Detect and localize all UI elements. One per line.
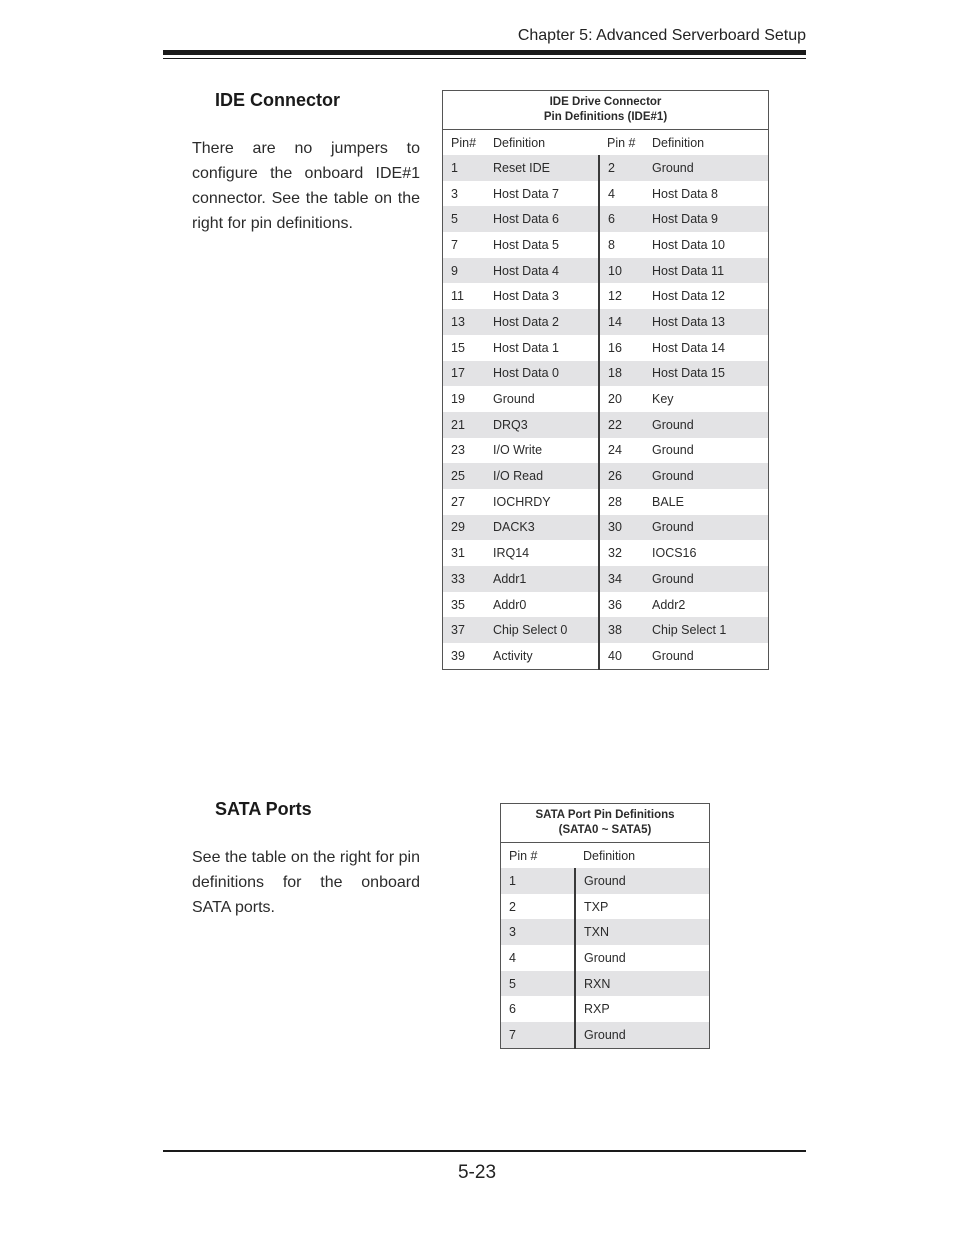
- table-row: [501, 894, 710, 920]
- pin-number-cell: 9: [443, 258, 486, 284]
- pin-definition-cell: Ground: [575, 868, 710, 894]
- pin-number-cell: 1: [501, 868, 576, 894]
- table-row: [443, 463, 769, 489]
- page-header-title: Chapter 5: Advanced Serverboard Setup: [517, 27, 806, 44]
- pin-definition-cell: DACK3: [485, 515, 599, 541]
- pin-definition-cell: Host Data 6: [485, 206, 599, 232]
- table-row: [501, 996, 710, 1022]
- pin-number-cell: 21: [443, 412, 486, 438]
- table-row: [443, 592, 769, 618]
- pin-definition-cell: Ground: [644, 412, 769, 438]
- pin-definition-cell: Activity: [485, 643, 599, 669]
- pin-number-cell: 2: [599, 155, 644, 181]
- pin-definition-cell: Ground: [584, 950, 626, 965]
- pin-definition-cell: Chip Select 1: [644, 617, 769, 643]
- pin-definition-cell: Host Data 15: [644, 361, 769, 387]
- pin-definition-cell: Key: [652, 392, 674, 407]
- pin-definition-cell: Ground: [644, 155, 769, 181]
- pin-number-cell: 37: [443, 617, 486, 643]
- table-row: [443, 258, 769, 284]
- pin-number-cell: 16: [608, 340, 622, 355]
- pin-definition-cell: Ground: [652, 648, 694, 663]
- pin-definition-cell: TXN: [575, 919, 710, 945]
- table-row: [501, 945, 710, 971]
- table-row: [443, 386, 769, 412]
- pin-number-cell: 4: [501, 945, 576, 971]
- sata-pin-table: [500, 803, 710, 1049]
- pin-number-cell: 11: [451, 289, 464, 304]
- pin-definition-cell: Ground: [652, 443, 694, 458]
- pin-definition-cell: Ground: [644, 515, 769, 541]
- pin-number-cell: 33: [443, 566, 486, 592]
- table-row: [443, 515, 769, 541]
- pin-number-cell: 1: [443, 155, 486, 181]
- pin-number-cell: 19: [451, 392, 465, 407]
- pin-number-cell: 38: [599, 617, 644, 643]
- sata-table-title-line2: (SATA0 ~ SATA5): [558, 824, 652, 836]
- pin-definition-cell: Host Data 12: [652, 289, 725, 304]
- table-row: [443, 489, 769, 515]
- ide-col-def-right: Definition: [644, 130, 769, 156]
- table-row: [443, 361, 769, 387]
- page-number: 5-23: [457, 1162, 497, 1183]
- pin-definition-cell: Reset IDE: [485, 155, 599, 181]
- ide-pin-table: [442, 90, 769, 670]
- sata-table-column-headers: [501, 843, 710, 869]
- pin-number-cell: 6: [599, 206, 644, 232]
- ide-table-column-headers: [443, 130, 769, 156]
- pin-definition-cell: Ground: [644, 566, 769, 592]
- pin-number-cell: 7: [501, 1022, 576, 1048]
- pin-definition-cell: I/O Read: [485, 463, 599, 489]
- pin-definition-cell: RXN: [575, 971, 710, 997]
- header-rule-thick: [163, 50, 806, 55]
- pin-definition-cell: Ground: [485, 386, 599, 412]
- pin-definition-cell: I/O Write: [485, 438, 599, 464]
- table-row: [501, 919, 710, 945]
- pin-definition-cell: Host Data 7: [485, 181, 599, 207]
- pin-definition-cell: Ground: [644, 463, 769, 489]
- pin-definition-cell: Host Data 3: [485, 283, 599, 309]
- table-row: [443, 283, 769, 309]
- pin-number-cell: 30: [599, 515, 644, 541]
- pin-number-cell: 31: [451, 546, 465, 561]
- pin-number-cell: 22: [599, 412, 644, 438]
- ide-table-body: [443, 155, 769, 669]
- pin-definition-cell: Addr2: [652, 597, 686, 612]
- pin-definition-cell: Host Data 0: [485, 361, 599, 387]
- pin-number-cell: 26: [599, 463, 644, 489]
- pin-definition-cell: Host Data 1: [485, 335, 599, 361]
- ide-heading: IDE Connector: [215, 90, 341, 110]
- pin-definition-cell: Chip Select 0: [485, 617, 599, 643]
- table-row: [443, 335, 769, 361]
- pin-number-cell: 23: [451, 443, 465, 458]
- table-row: [443, 540, 769, 566]
- pin-number-cell: 5: [501, 971, 576, 997]
- ide-col-pin-left: Pin#: [443, 130, 486, 156]
- pin-definition-cell: IRQ14: [485, 540, 599, 566]
- sata-table-title-line1: SATA Port Pin Definitions: [535, 809, 675, 821]
- pin-number-cell: 14: [599, 309, 644, 335]
- pin-number-cell: 13: [443, 309, 486, 335]
- pin-number-cell: 15: [451, 340, 465, 355]
- ide-body-text: There are no jumpers to configure the onboard IDE#1 connector. See the table on the right for pin definitions.: [192, 140, 420, 232]
- pin-definition-cell: Host Data 10: [652, 237, 725, 252]
- table-row: [443, 566, 769, 592]
- pin-definition-cell: Host Data 8: [652, 186, 719, 201]
- table-row: [501, 868, 710, 894]
- table-row: [443, 438, 769, 464]
- table-row: [443, 412, 769, 438]
- pin-number-cell: 32: [608, 546, 622, 561]
- pin-number-cell: 6: [501, 996, 576, 1022]
- pin-number-cell: 39: [451, 648, 465, 663]
- pin-definition-cell: Host Data 2: [485, 309, 599, 335]
- ide-table-title: [443, 91, 769, 130]
- pin-number-cell: 28: [608, 494, 622, 509]
- footer-rule: [163, 1150, 806, 1152]
- sata-table-title: [501, 804, 710, 843]
- sata-col-pin: Pin #: [501, 843, 576, 869]
- pin-number-cell: 3: [451, 186, 458, 201]
- ide-table-title-line2: Pin Definitions (IDE#1): [543, 111, 668, 123]
- pin-definition-cell: Host Data 5: [485, 232, 599, 258]
- pin-definition-cell: Host Data 13: [644, 309, 769, 335]
- pin-number-cell: 20: [608, 392, 622, 407]
- sata-heading: SATA Ports: [215, 799, 312, 819]
- pin-number-cell: 34: [599, 566, 644, 592]
- pin-definition-cell: Addr0: [485, 592, 599, 618]
- table-row: [501, 971, 710, 997]
- pin-number-cell: 36: [608, 597, 622, 612]
- pin-definition-cell: Host Data 9: [644, 206, 769, 232]
- pin-number-cell: 40: [608, 648, 622, 663]
- pin-number-cell: 35: [451, 597, 465, 612]
- pin-definition-cell: BALE: [652, 494, 684, 509]
- sata-table-body: [501, 868, 710, 1048]
- table-row: [501, 1022, 710, 1048]
- sata-body-text: See the table on the right for pin definitions for the onboard SATA ports.: [192, 849, 420, 916]
- pin-definition-cell: Host Data 14: [652, 340, 725, 355]
- table-row: [443, 181, 769, 207]
- pin-definition-cell: Addr1: [485, 566, 599, 592]
- ide-col-pin-right: Pin #: [599, 130, 644, 156]
- pin-definition-cell: Host Data 4: [485, 258, 599, 284]
- table-row: [443, 155, 769, 181]
- table-row: [443, 206, 769, 232]
- header-rule-thin: [163, 58, 806, 59]
- table-row: [443, 617, 769, 643]
- pin-definition-cell: RXP: [584, 1002, 610, 1017]
- pin-number-cell: 8: [608, 237, 615, 252]
- sata-col-def: Definition: [575, 843, 710, 869]
- pin-definition-cell: DRQ3: [485, 412, 599, 438]
- pin-number-cell: 24: [608, 443, 622, 458]
- pin-definition-cell: TXP: [584, 899, 609, 914]
- pin-number-cell: 27: [451, 494, 465, 509]
- pin-number-cell: 17: [443, 361, 486, 387]
- pin-number-cell: 3: [501, 919, 576, 945]
- pin-number-cell: 12: [608, 289, 622, 304]
- pin-definition-cell: Ground: [575, 1022, 710, 1048]
- ide-col-def-left: Definition: [485, 130, 599, 156]
- pin-number-cell: 2: [501, 894, 576, 920]
- pin-definition-cell: IOCS16: [652, 546, 697, 561]
- pin-definition-cell: Host Data 11: [644, 258, 769, 284]
- table-row: [443, 232, 769, 258]
- pin-number-cell: 5: [443, 206, 486, 232]
- pin-number-cell: 18: [599, 361, 644, 387]
- pin-number-cell: 7: [451, 237, 458, 252]
- ide-table-title-line1: IDE Drive Connector: [549, 96, 662, 108]
- table-row: [443, 643, 769, 669]
- pin-number-cell: 10: [599, 258, 644, 284]
- pin-number-cell: 4: [608, 186, 615, 201]
- pin-number-cell: 25: [443, 463, 486, 489]
- pin-number-cell: 29: [443, 515, 486, 541]
- pin-definition-cell: IOCHRDY: [485, 489, 599, 515]
- table-row: [443, 309, 769, 335]
